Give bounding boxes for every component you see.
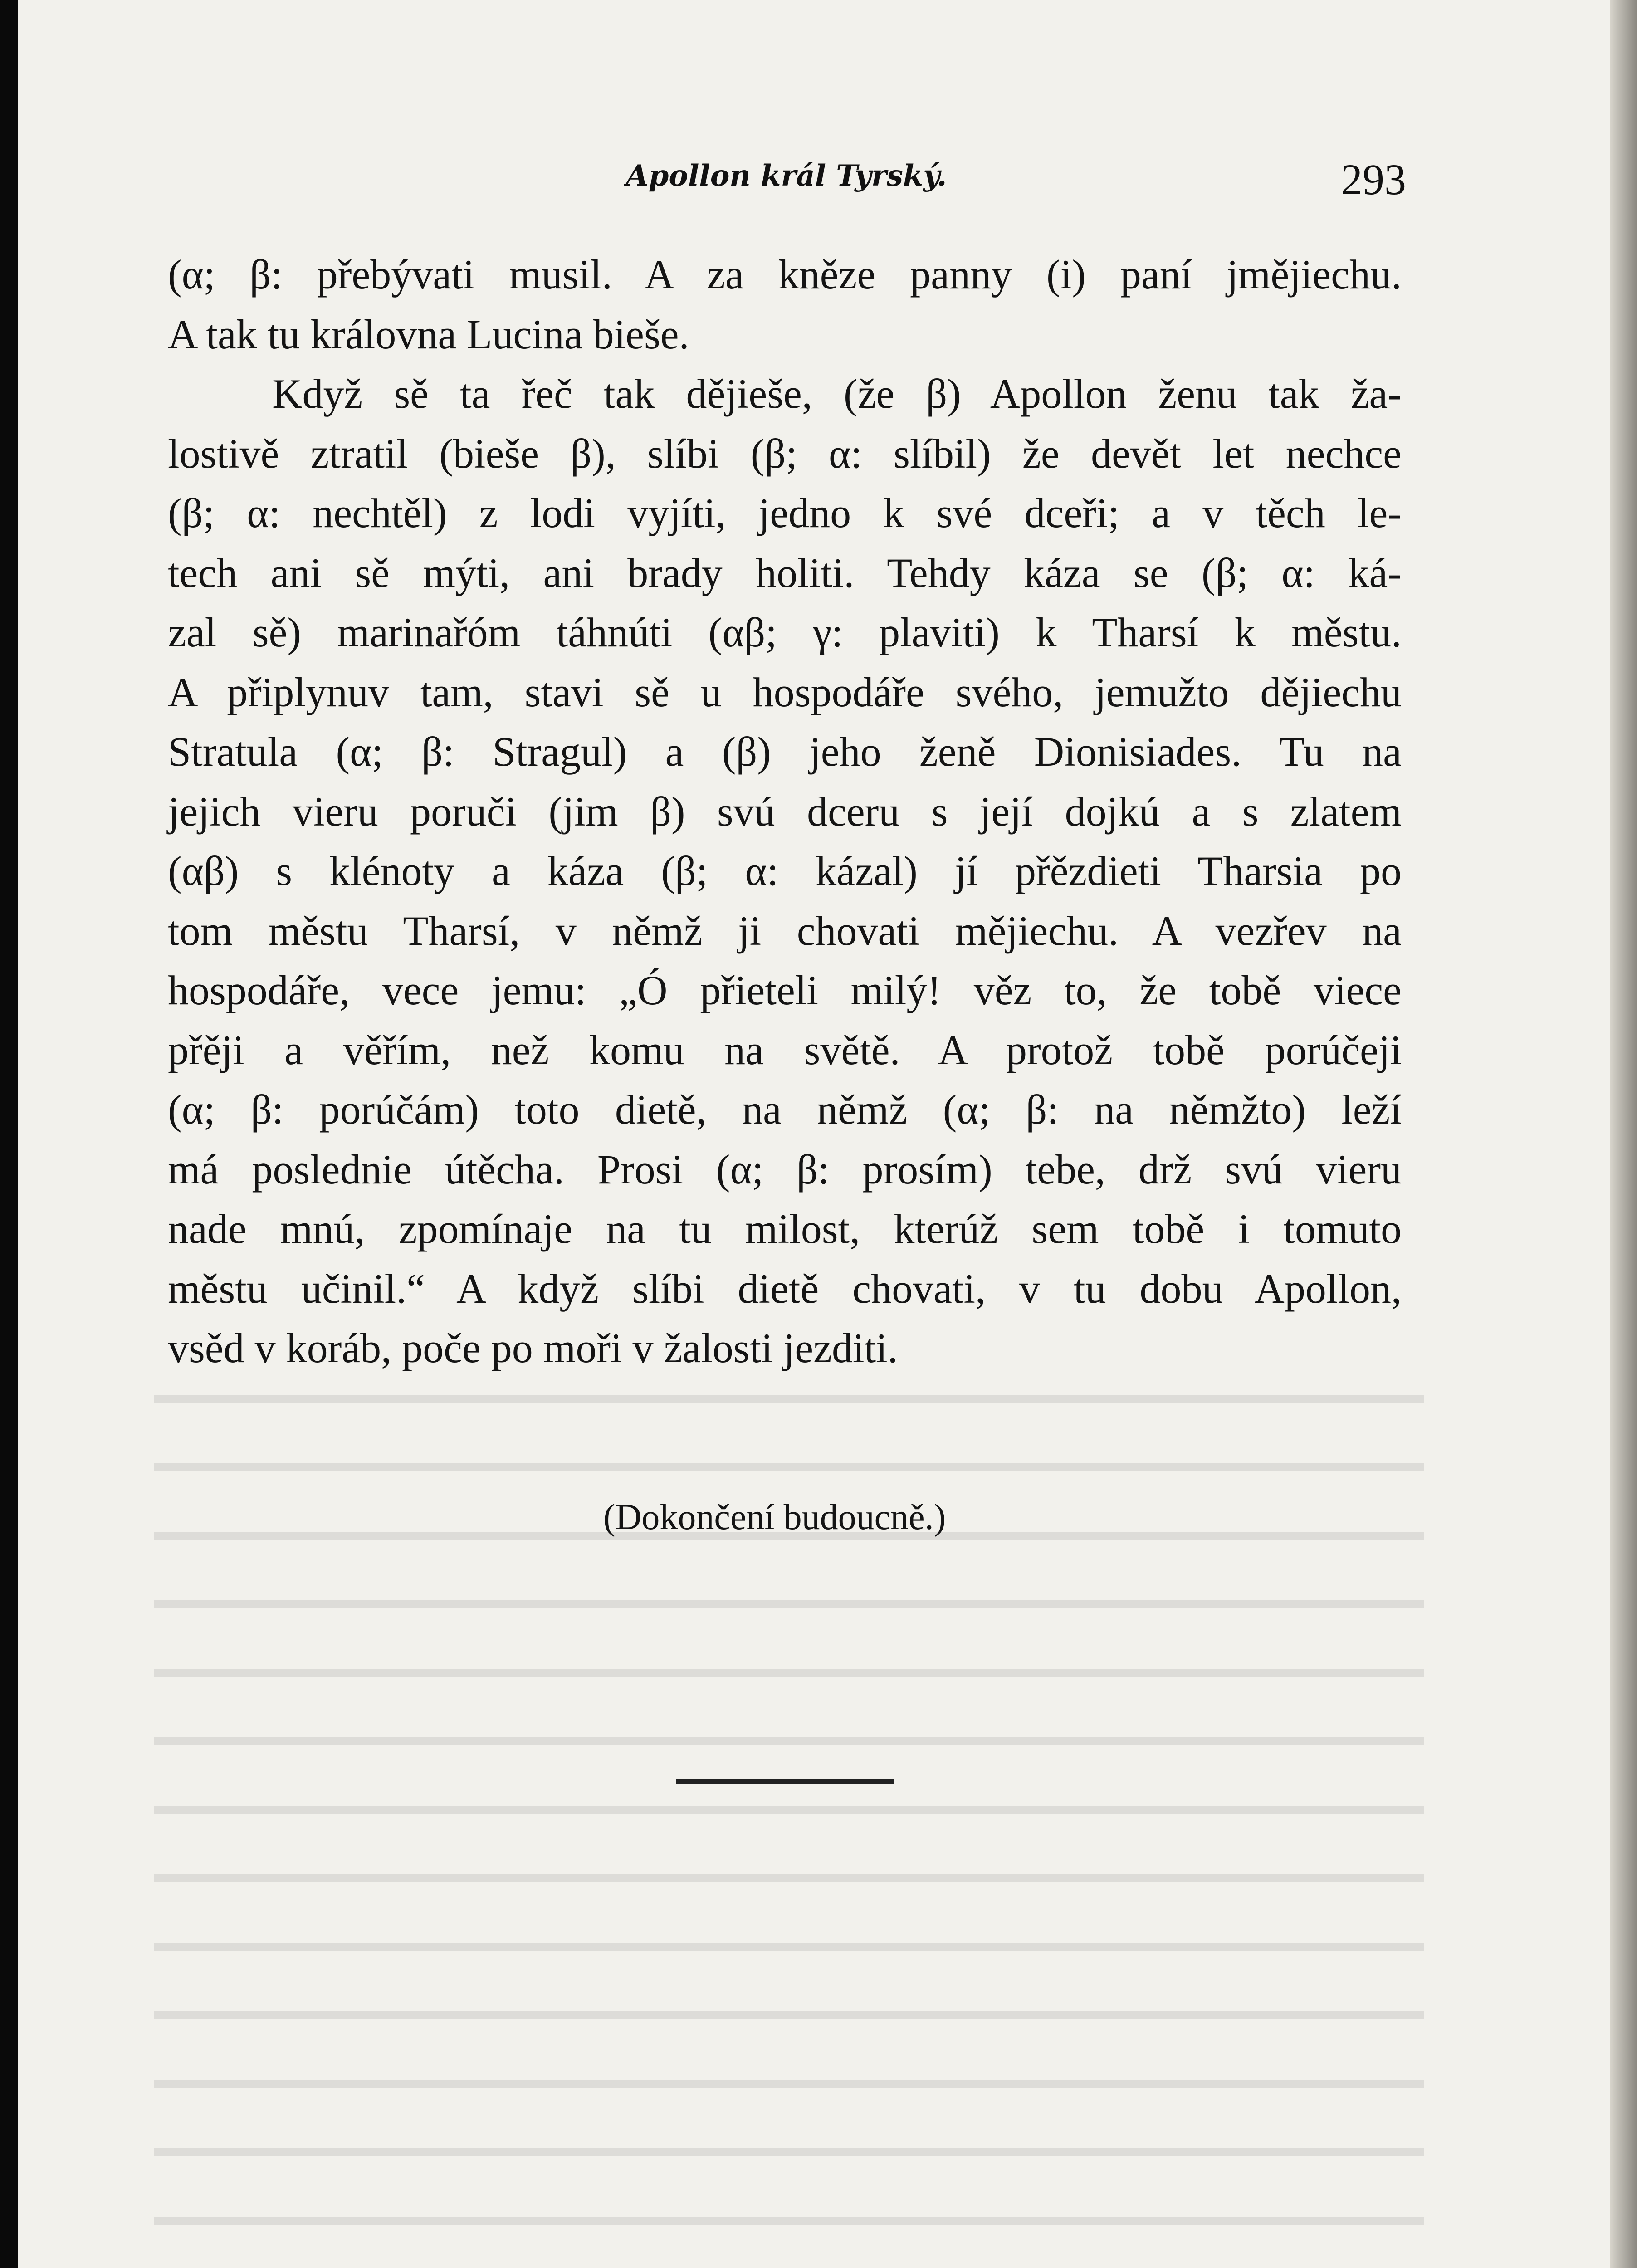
text-line: (β; α: nechtěl) z lodi vyjíti, jedno k své dceři; a v těch le- <box>168 490 1402 536</box>
text-line: má poslednie útěcha. Prosi (α; β: prosím) tebe, drž svú vieru <box>168 1146 1402 1193</box>
text-line: (α; β: porúčám) toto dietě, na němž (α; β: na němžto) leží <box>168 1086 1402 1133</box>
text-line: Stratula (α; β: Stragul) a (β) jeho ženě Dionisiades. Tu na <box>168 728 1402 775</box>
text-line: přěji a věřím, než komu na světě. A protož tobě porúčeji <box>168 1026 1402 1073</box>
scan-right-edge <box>1610 0 1637 2268</box>
text-line: Když sě ta řeč tak dějieše, (že β) Apollon ženu tak ža- <box>272 371 1402 417</box>
page-number: 293 <box>1341 155 1406 204</box>
show-through-bleed <box>154 1338 1424 2268</box>
text-line: A tak tu královna Lucina bieše. <box>168 311 689 357</box>
running-title: Apollon král Tyrský. <box>626 159 947 193</box>
continuation-note: (Dokončení budoucně.) <box>603 1497 946 1537</box>
page-header <box>150 150 1406 213</box>
text-line: jejich vieru poruči (jim β) svú dceru s její dojkú a s zlatem <box>168 788 1402 835</box>
text-line: městu učinil.“ A když slíbi dietě chovati, v tu dobu Apollon, <box>168 1265 1402 1312</box>
text-line: nade mnú, zpomínaje na tu milost, kterúž sem tobě i tomuto <box>168 1206 1402 1252</box>
text-line: lostivě ztratil (bieše β), slíbi (β; α: slíbil) že devět let nechce <box>168 430 1402 477</box>
text-line: tech ani sě mýti, ani brady holiti. Tehdy káza se (β; α: ká- <box>168 549 1402 596</box>
section-rule <box>676 1779 894 1784</box>
text-line: A připlynuv tam, stavi sě u hospodáře svého, jemužto dějiechu <box>168 669 1402 715</box>
scan-left-edge <box>0 0 18 2268</box>
text-line: vsěd v koráb, poče po moři v žalosti jezditi. <box>168 1325 898 1371</box>
text-line: (αβ) s klénoty a káza (β; α: kázal) jí přězdieti Tharsia po <box>168 848 1402 894</box>
text-line: tom městu Tharsí, v němž ji chovati mějiechu. A vezřev na <box>168 907 1402 954</box>
book-page <box>18 0 1610 2268</box>
text-line: (α; β: přebývati musil. A za kněze panny (i) paní jmějiechu. <box>168 251 1402 298</box>
text-line: zal sě) marinařóm táhnúti (αβ; γ: plaviti) k Tharsí k městu. <box>168 609 1402 655</box>
body-text <box>168 245 1402 1378</box>
text-line: hospodáře, vece jemu: „Ó přieteli milý! věz to, že tobě viece <box>168 967 1402 1013</box>
